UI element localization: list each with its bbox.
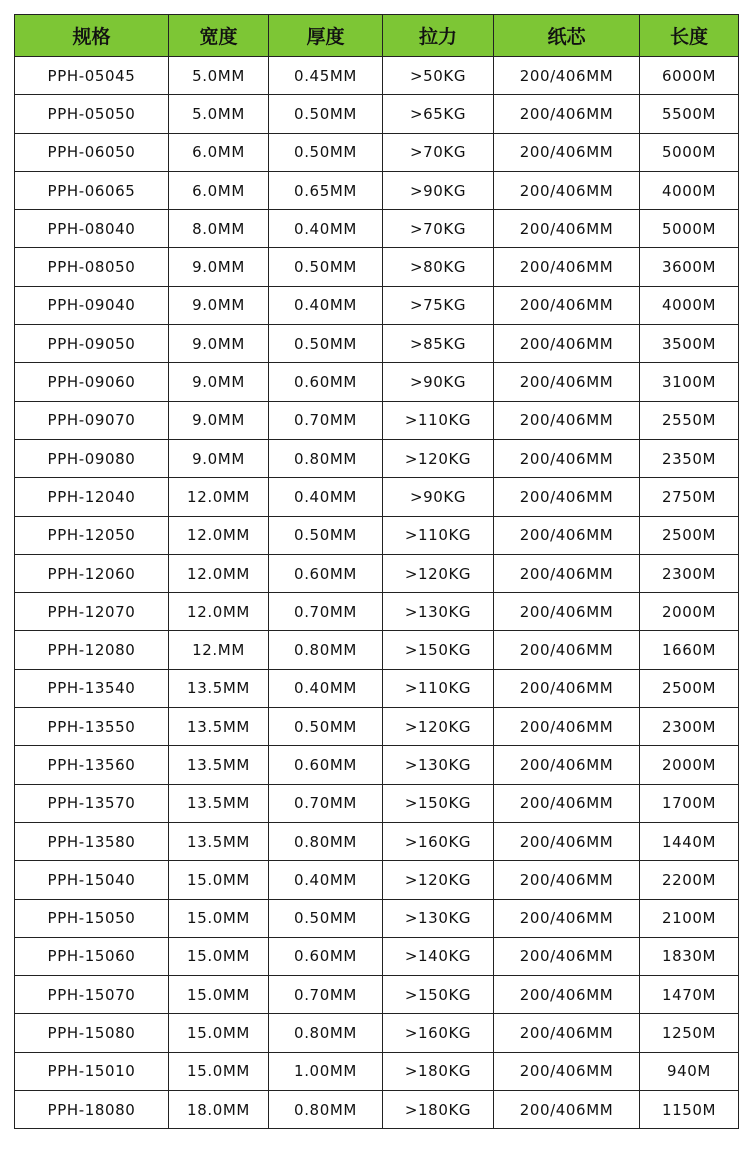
cell-spec: PPH-13550 xyxy=(15,708,169,746)
cell-thickness: 0.80MM xyxy=(269,822,383,860)
cell-thickness: 0.45MM xyxy=(269,57,383,95)
cell-spec: PPH-12050 xyxy=(15,516,169,554)
cell-width: 15.0MM xyxy=(169,899,269,937)
cell-core: 200/406MM xyxy=(494,631,640,669)
cell-spec: PPH-05045 xyxy=(15,57,169,95)
cell-spec: PPH-13570 xyxy=(15,784,169,822)
cell-tensile: >180KG xyxy=(383,1052,494,1090)
cell-tensile: >90KG xyxy=(383,363,494,401)
table-row xyxy=(15,248,739,286)
table-header xyxy=(15,15,739,57)
cell-tensile: >180KG xyxy=(383,1091,494,1129)
cell-thickness: 0.50MM xyxy=(269,133,383,171)
column-header-length: 长度 xyxy=(640,15,739,57)
cell-spec: PPH-09060 xyxy=(15,363,169,401)
cell-width: 15.0MM xyxy=(169,861,269,899)
cell-thickness: 0.40MM xyxy=(269,210,383,248)
cell-core: 200/406MM xyxy=(494,401,640,439)
cell-length: 1440M xyxy=(640,822,739,860)
cell-tensile: >150KG xyxy=(383,784,494,822)
table-row xyxy=(15,325,739,363)
table-body xyxy=(15,57,739,1129)
cell-core: 200/406MM xyxy=(494,593,640,631)
cell-core: 200/406MM xyxy=(494,822,640,860)
cell-width: 12.MM xyxy=(169,631,269,669)
cell-core: 200/406MM xyxy=(494,248,640,286)
cell-tensile: >110KG xyxy=(383,401,494,439)
cell-width: 9.0MM xyxy=(169,286,269,324)
cell-width: 13.5MM xyxy=(169,784,269,822)
cell-thickness: 0.70MM xyxy=(269,976,383,1014)
table-row xyxy=(15,899,739,937)
cell-spec: PPH-12080 xyxy=(15,631,169,669)
cell-width: 18.0MM xyxy=(169,1091,269,1129)
table-row xyxy=(15,133,739,171)
cell-length: 2750M xyxy=(640,478,739,516)
cell-thickness: 1.00MM xyxy=(269,1052,383,1090)
cell-length: 2100M xyxy=(640,899,739,937)
cell-width: 6.0MM xyxy=(169,133,269,171)
cell-spec: PPH-13580 xyxy=(15,822,169,860)
table-row xyxy=(15,171,739,209)
cell-core: 200/406MM xyxy=(494,861,640,899)
cell-spec: PPH-15040 xyxy=(15,861,169,899)
column-header-width: 宽度 xyxy=(169,15,269,57)
cell-length: 3500M xyxy=(640,325,739,363)
cell-core: 200/406MM xyxy=(494,325,640,363)
cell-length: 1700M xyxy=(640,784,739,822)
cell-width: 15.0MM xyxy=(169,937,269,975)
cell-length: 6000M xyxy=(640,57,739,95)
cell-length: 2300M xyxy=(640,554,739,592)
cell-thickness: 0.50MM xyxy=(269,248,383,286)
cell-spec: PPH-05050 xyxy=(15,95,169,133)
cell-tensile: >90KG xyxy=(383,478,494,516)
cell-width: 12.0MM xyxy=(169,516,269,554)
cell-core: 200/406MM xyxy=(494,133,640,171)
cell-tensile: >120KG xyxy=(383,861,494,899)
cell-length: 1250M xyxy=(640,1014,739,1052)
cell-width: 15.0MM xyxy=(169,976,269,1014)
table-row xyxy=(15,631,739,669)
cell-tensile: >50KG xyxy=(383,57,494,95)
cell-core: 200/406MM xyxy=(494,95,640,133)
header-row xyxy=(15,15,739,57)
cell-spec: PPH-18080 xyxy=(15,1091,169,1129)
cell-tensile: >150KG xyxy=(383,976,494,1014)
cell-thickness: 0.70MM xyxy=(269,784,383,822)
cell-thickness: 0.80MM xyxy=(269,1014,383,1052)
cell-length: 2500M xyxy=(640,669,739,707)
table-row xyxy=(15,439,739,477)
cell-tensile: >80KG xyxy=(383,248,494,286)
cell-length: 3600M xyxy=(640,248,739,286)
cell-tensile: >70KG xyxy=(383,133,494,171)
cell-length: 2500M xyxy=(640,516,739,554)
cell-spec: PPH-13540 xyxy=(15,669,169,707)
cell-spec: PPH-09080 xyxy=(15,439,169,477)
cell-width: 5.0MM xyxy=(169,95,269,133)
cell-core: 200/406MM xyxy=(494,57,640,95)
cell-spec: PPH-09040 xyxy=(15,286,169,324)
cell-length: 2550M xyxy=(640,401,739,439)
cell-width: 9.0MM xyxy=(169,363,269,401)
cell-width: 9.0MM xyxy=(169,439,269,477)
cell-tensile: >120KG xyxy=(383,439,494,477)
cell-thickness: 0.60MM xyxy=(269,937,383,975)
table-row xyxy=(15,516,739,554)
cell-length: 2300M xyxy=(640,708,739,746)
column-header-core: 纸芯 xyxy=(494,15,640,57)
table-row xyxy=(15,286,739,324)
cell-spec: PPH-06050 xyxy=(15,133,169,171)
cell-tensile: >140KG xyxy=(383,937,494,975)
cell-tensile: >70KG xyxy=(383,210,494,248)
cell-length: 2000M xyxy=(640,746,739,784)
cell-width: 12.0MM xyxy=(169,593,269,631)
table-row xyxy=(15,554,739,592)
cell-spec: PPH-09070 xyxy=(15,401,169,439)
cell-thickness: 0.50MM xyxy=(269,325,383,363)
spec-table xyxy=(14,14,739,1129)
cell-core: 200/406MM xyxy=(494,363,640,401)
cell-tensile: >130KG xyxy=(383,593,494,631)
cell-tensile: >110KG xyxy=(383,669,494,707)
cell-thickness: 0.80MM xyxy=(269,1091,383,1129)
cell-core: 200/406MM xyxy=(494,286,640,324)
table-row xyxy=(15,57,739,95)
cell-thickness: 0.50MM xyxy=(269,95,383,133)
cell-spec: PPH-12070 xyxy=(15,593,169,631)
cell-spec: PPH-15050 xyxy=(15,899,169,937)
cell-core: 200/406MM xyxy=(494,937,640,975)
cell-tensile: >120KG xyxy=(383,554,494,592)
cell-spec: PPH-15070 xyxy=(15,976,169,1014)
cell-width: 9.0MM xyxy=(169,248,269,286)
cell-width: 9.0MM xyxy=(169,325,269,363)
cell-length: 4000M xyxy=(640,286,739,324)
cell-core: 200/406MM xyxy=(494,1052,640,1090)
cell-thickness: 0.70MM xyxy=(269,593,383,631)
cell-width: 8.0MM xyxy=(169,210,269,248)
cell-tensile: >130KG xyxy=(383,746,494,784)
cell-thickness: 0.50MM xyxy=(269,899,383,937)
cell-spec: PPH-08050 xyxy=(15,248,169,286)
table-row xyxy=(15,1091,739,1129)
cell-thickness: 0.40MM xyxy=(269,861,383,899)
table-row xyxy=(15,746,739,784)
cell-width: 13.5MM xyxy=(169,669,269,707)
table-row xyxy=(15,669,739,707)
cell-length: 4000M xyxy=(640,171,739,209)
cell-thickness: 0.50MM xyxy=(269,708,383,746)
column-header-spec: 规格 xyxy=(15,15,169,57)
cell-length: 2350M xyxy=(640,439,739,477)
cell-tensile: >110KG xyxy=(383,516,494,554)
cell-width: 15.0MM xyxy=(169,1014,269,1052)
cell-thickness: 0.60MM xyxy=(269,554,383,592)
table-row xyxy=(15,784,739,822)
cell-tensile: >150KG xyxy=(383,631,494,669)
cell-length: 940M xyxy=(640,1052,739,1090)
cell-spec: PPH-08040 xyxy=(15,210,169,248)
cell-thickness: 0.40MM xyxy=(269,478,383,516)
cell-thickness: 0.80MM xyxy=(269,631,383,669)
table-row xyxy=(15,363,739,401)
table-row xyxy=(15,976,739,1014)
cell-length: 1660M xyxy=(640,631,739,669)
cell-tensile: >65KG xyxy=(383,95,494,133)
cell-length: 2200M xyxy=(640,861,739,899)
cell-spec: PPH-15060 xyxy=(15,937,169,975)
cell-spec: PPH-12040 xyxy=(15,478,169,516)
table-row xyxy=(15,937,739,975)
cell-width: 15.0MM xyxy=(169,1052,269,1090)
cell-length: 3100M xyxy=(640,363,739,401)
cell-spec: PPH-06065 xyxy=(15,171,169,209)
cell-thickness: 0.70MM xyxy=(269,401,383,439)
cell-spec: PPH-15080 xyxy=(15,1014,169,1052)
cell-spec: PPH-09050 xyxy=(15,325,169,363)
column-header-thickness: 厚度 xyxy=(269,15,383,57)
cell-thickness: 0.50MM xyxy=(269,516,383,554)
cell-spec: PPH-15010 xyxy=(15,1052,169,1090)
cell-spec: PPH-12060 xyxy=(15,554,169,592)
cell-thickness: 0.60MM xyxy=(269,746,383,784)
cell-length: 2000M xyxy=(640,593,739,631)
cell-tensile: >130KG xyxy=(383,899,494,937)
table-row xyxy=(15,95,739,133)
cell-width: 13.5MM xyxy=(169,708,269,746)
cell-length: 1830M xyxy=(640,937,739,975)
table-row xyxy=(15,478,739,516)
table-row xyxy=(15,401,739,439)
cell-tensile: >160KG xyxy=(383,822,494,860)
cell-thickness: 0.80MM xyxy=(269,439,383,477)
cell-width: 9.0MM xyxy=(169,401,269,439)
cell-core: 200/406MM xyxy=(494,746,640,784)
cell-core: 200/406MM xyxy=(494,554,640,592)
cell-tensile: >120KG xyxy=(383,708,494,746)
cell-tensile: >75KG xyxy=(383,286,494,324)
cell-length: 1150M xyxy=(640,1091,739,1129)
table-row xyxy=(15,861,739,899)
cell-core: 200/406MM xyxy=(494,669,640,707)
cell-length: 5000M xyxy=(640,133,739,171)
cell-thickness: 0.40MM xyxy=(269,669,383,707)
cell-core: 200/406MM xyxy=(494,439,640,477)
cell-length: 1470M xyxy=(640,976,739,1014)
cell-width: 13.5MM xyxy=(169,822,269,860)
table-row xyxy=(15,822,739,860)
cell-core: 200/406MM xyxy=(494,899,640,937)
cell-core: 200/406MM xyxy=(494,1014,640,1052)
table-row xyxy=(15,210,739,248)
cell-core: 200/406MM xyxy=(494,708,640,746)
cell-thickness: 0.60MM xyxy=(269,363,383,401)
cell-core: 200/406MM xyxy=(494,976,640,1014)
cell-width: 12.0MM xyxy=(169,554,269,592)
cell-width: 12.0MM xyxy=(169,478,269,516)
cell-core: 200/406MM xyxy=(494,1091,640,1129)
cell-length: 5500M xyxy=(640,95,739,133)
table-row xyxy=(15,1052,739,1090)
cell-tensile: >85KG xyxy=(383,325,494,363)
cell-core: 200/406MM xyxy=(494,784,640,822)
cell-width: 13.5MM xyxy=(169,746,269,784)
cell-spec: PPH-13560 xyxy=(15,746,169,784)
cell-width: 5.0MM xyxy=(169,57,269,95)
table-row xyxy=(15,708,739,746)
table-row xyxy=(15,593,739,631)
table-row xyxy=(15,1014,739,1052)
cell-thickness: 0.40MM xyxy=(269,286,383,324)
cell-core: 200/406MM xyxy=(494,478,640,516)
cell-tensile: >160KG xyxy=(383,1014,494,1052)
cell-core: 200/406MM xyxy=(494,210,640,248)
cell-core: 200/406MM xyxy=(494,171,640,209)
column-header-tensile: 拉力 xyxy=(383,15,494,57)
cell-core: 200/406MM xyxy=(494,516,640,554)
cell-thickness: 0.65MM xyxy=(269,171,383,209)
cell-width: 6.0MM xyxy=(169,171,269,209)
cell-tensile: >90KG xyxy=(383,171,494,209)
cell-length: 5000M xyxy=(640,210,739,248)
